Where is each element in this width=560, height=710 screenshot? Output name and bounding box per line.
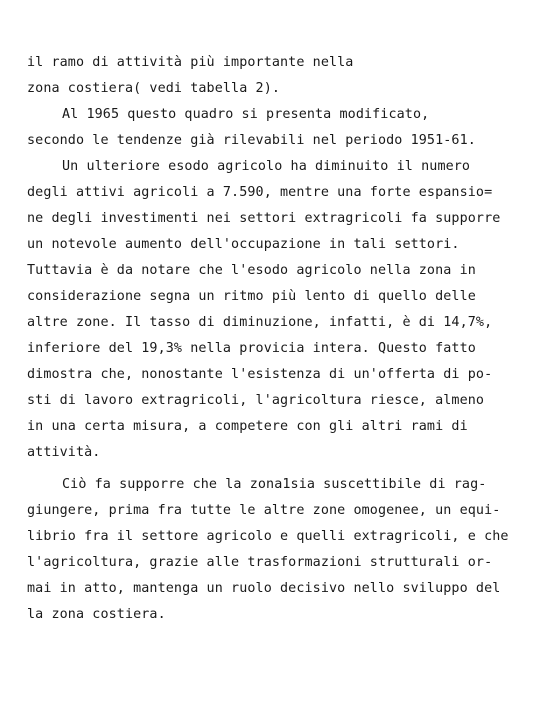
text-line-19: librio fra il settore agricolo e quelli extragricoli, e che xyxy=(27,529,509,544)
text-line-8: un notevole aumento dell'occupazione in tali settori. xyxy=(27,237,460,252)
text-line-1: il ramo di attività più importante nella xyxy=(27,55,354,70)
text-line-22: la zona costiera. xyxy=(27,607,166,622)
text-line-20: l'agricoltura, grazie alle trasformazioni strutturali or- xyxy=(27,555,493,570)
text-line-13: dimostra che, nonostante l'esistenza di un'offerta di po- xyxy=(27,367,493,382)
text-line-9: Tuttavia è da notare che l'esodo agricolo nella zona in xyxy=(27,263,476,278)
text-line-17: Ciò fa supporre che la zona1sia suscettibile di rag- xyxy=(62,477,487,492)
text-line-4: secondo le tendenze già rilevabili nel periodo 1951-61. xyxy=(27,133,476,148)
text-line-2: zona costiera( vedi tabella 2). xyxy=(27,81,281,96)
text-line-3: Al 1965 questo quadro si presenta modificato, xyxy=(62,107,430,122)
text-line-14: sti di lavoro extragricoli, l'agricoltura riesce, almeno xyxy=(27,393,485,408)
text-line-16: attività. xyxy=(27,445,101,460)
text-line-21: mai in atto, mantenga un ruolo decisivo nello sviluppo del xyxy=(27,581,501,596)
text-line-6: degli attivi agricoli a 7.590, mentre una forte espansio= xyxy=(27,185,493,200)
text-line-10: considerazione segna un ritmo più lento di quello delle xyxy=(27,289,476,304)
text-line-12: inferiore del 19,3% nella provicia intera. Questo fatto xyxy=(27,341,476,356)
text-line-5: Un ulteriore esodo agricolo ha diminuito il numero xyxy=(62,159,471,174)
text-line-15: in una certa misura, a competere con gli altri rami di xyxy=(27,419,468,434)
text-line-11: altre zone. Il tasso di diminuzione, infatti, è di 14,7%, xyxy=(27,315,493,330)
text-line-18: giungere, prima fra tutte le altre zone omogenee, un equi- xyxy=(27,503,501,518)
text-line-7: ne degli investimenti nei settori extragricoli fa supporre xyxy=(27,211,501,226)
